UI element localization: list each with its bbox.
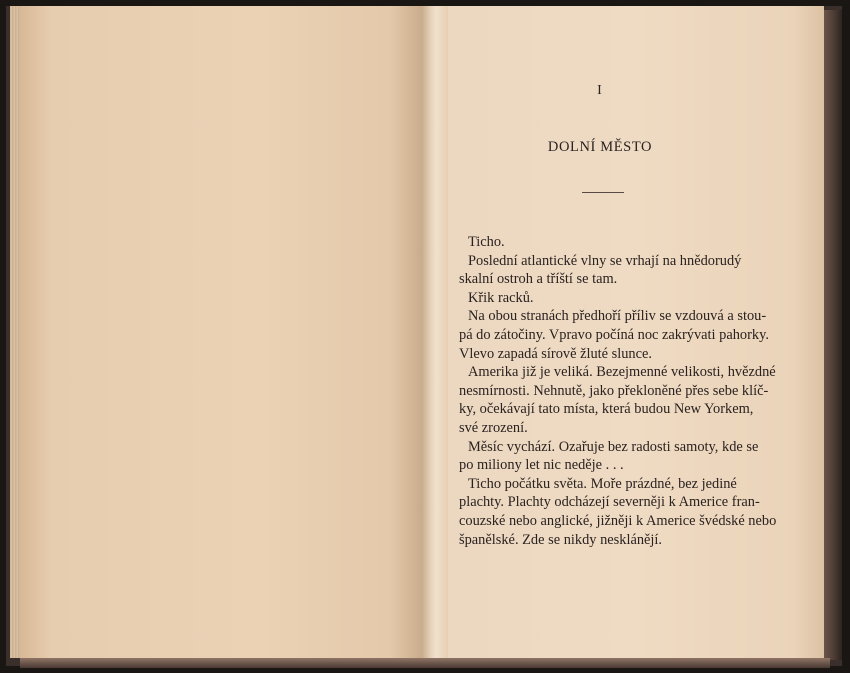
text-line: Amerika již je veliká. Bezejmenné velikosti, hvězdné	[468, 364, 776, 381]
paragraph	[459, 438, 759, 475]
text-line: po miliony let nic neděje . . .	[459, 457, 624, 474]
paragraph	[459, 363, 776, 437]
book-bottom-edge	[20, 658, 830, 668]
text-line: Poslední atlantické vlny se vrhají na hnědorudý	[468, 252, 742, 269]
paragraph	[459, 252, 754, 289]
text-line: skalní ostroh a tříští se tam.	[459, 271, 618, 288]
text-line: Na obou stranách předhoří příliv se vzdouvá a stou-	[468, 308, 767, 325]
text-line: couzské nebo anglické, jižněji k Americe švédské nebo	[459, 512, 777, 529]
text-line: ky, očekávají tato místa, která budou New Yorkem,	[459, 401, 754, 418]
text-line: plachty. Plachty odcházejí severněji k Americe fran-	[459, 494, 760, 511]
paragraph	[468, 289, 754, 308]
text-line: španělské. Zde se nikdy nesklánějí.	[459, 531, 663, 548]
paragraph	[459, 475, 777, 549]
text-line: Měsíc vychází. Ozařuje bez radosti samoty, kde se	[468, 438, 759, 455]
text-line: nesmírnosti. Nehnutě, jako překloněné přes sebe klíč-	[459, 382, 769, 399]
left-page	[20, 6, 422, 658]
text-line: Ticho.	[468, 234, 505, 250]
text-line: Ticho počátku světa. Moře prázdné, bez jediné	[468, 475, 737, 492]
body-text	[459, 233, 777, 549]
text-line: pá do zátočiny. Vpravo počíná noc zakrývati pahorky.	[459, 326, 769, 343]
book-gutter	[422, 6, 448, 662]
chapter-title: DOLNÍ MĚSTO	[547, 139, 653, 155]
paragraph	[459, 307, 769, 363]
chapter-divider	[582, 192, 624, 193]
text-line: Křik racků.	[468, 289, 534, 306]
book-cover-edge	[824, 10, 842, 660]
page-edges	[10, 6, 20, 658]
paragraph	[468, 233, 754, 252]
text-line: své zrození.	[459, 419, 528, 436]
chapter-number: I	[597, 83, 603, 98]
text-line: Vlevo zapadá sírově žluté slunce.	[459, 345, 652, 362]
